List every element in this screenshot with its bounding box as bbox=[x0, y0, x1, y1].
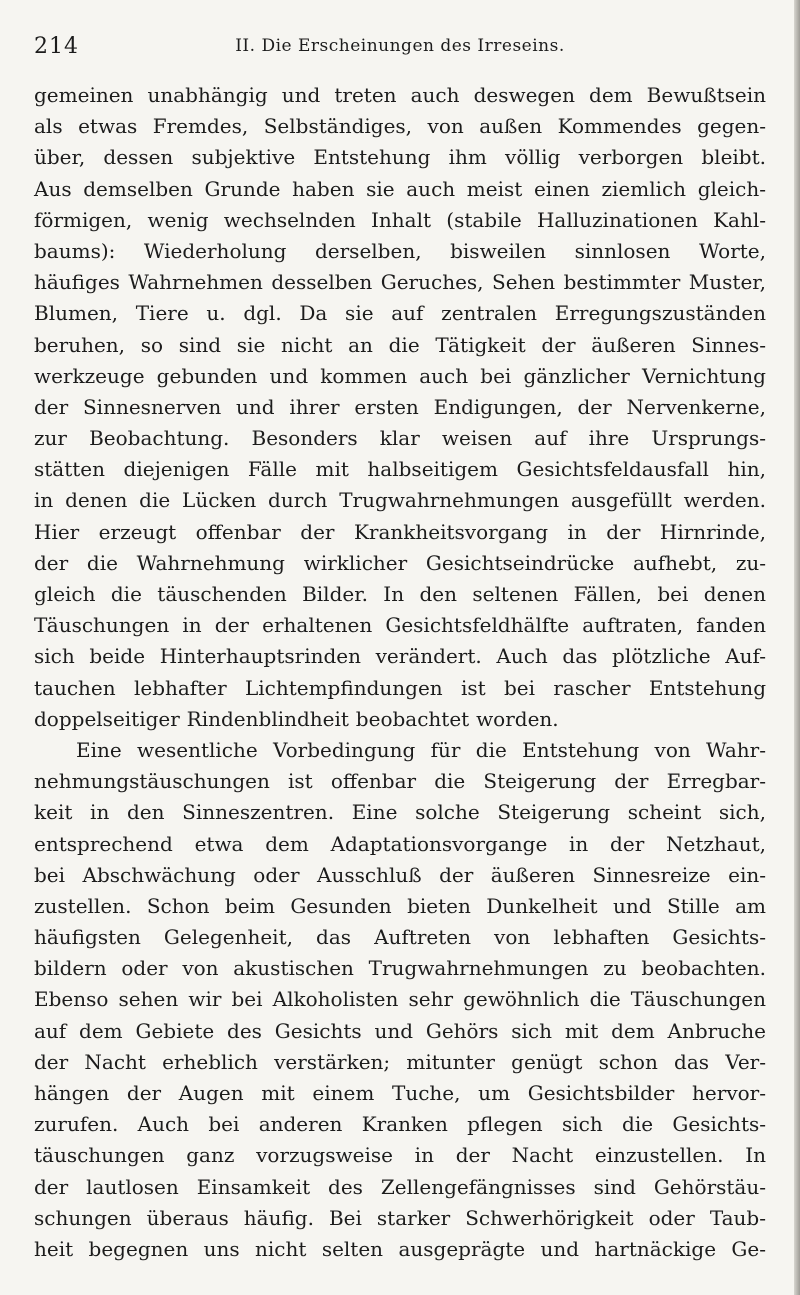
text-line: als etwas Fremdes, Selbständiges, von außen Kommendes gegen- bbox=[34, 114, 766, 139]
text-line: schungen überaus häufig. Bei starker Schwerhörigkeit oder Taub- bbox=[34, 1205, 766, 1230]
text-line: Hier erzeugt offenbar der Krankheitsvorgang in der Hirnrinde, bbox=[34, 519, 766, 544]
text-line: der die Wahrnehmung wirklicher Gesichtseindrücke aufhebt, zu- bbox=[34, 550, 766, 575]
text-line: gleich die täuschenden Bilder. In den seltenen Fällen, bei denen bbox=[34, 582, 766, 606]
text-line: nehmungstäuschungen ist offenbar die Steigerung der Erregbar- bbox=[34, 769, 766, 794]
page-edge-shadow bbox=[794, 0, 800, 1295]
body-text bbox=[34, 80, 766, 1265]
running-title: II. Die Erscheinungen des Irreseins. bbox=[235, 36, 565, 56]
text-line: entsprechend etwa dem Adaptationsvorgange in der Netzhaut, bbox=[34, 831, 766, 856]
text-line: zurufen. Auch bei anderen Kranken pflegen sich die Gesichts- bbox=[34, 1112, 766, 1137]
text-line: Aus demselben Grunde haben sie auch meist einen ziemlich gleich- bbox=[34, 176, 766, 201]
text-line: gemeinen unabhängig und treten auch deswegen dem Bewußtsein bbox=[34, 83, 766, 107]
text-line: über, dessen subjektive Entstehung ihm völlig verborgen bleibt. bbox=[34, 145, 766, 170]
text-line: Täuschungen in der erhaltenen Gesichtsfeldhälfte auftraten, fanden bbox=[34, 613, 766, 638]
text-line: tauchen lebhafter Lichtempfindungen ist bei rascher Entstehung bbox=[34, 675, 766, 700]
text-line: der lautlosen Einsamkeit des Zellengefängnisses sind Gehörstäu- bbox=[34, 1174, 766, 1199]
text-line: zur Beobachtung. Besonders klar weisen auf ihre Ursprungs- bbox=[34, 426, 766, 451]
text-line: baums): Wiederholung derselben, bisweilen sinnlosen Worte, bbox=[34, 238, 766, 263]
text-line: heit begegnen uns nicht selten ausgeprägte und hartnäckige Ge- bbox=[34, 1236, 766, 1261]
paragraph-end-line: doppelseitiger Rindenblindheit beobachtet worden. bbox=[34, 706, 559, 731]
paragraph-start-line: Eine wesentliche Vorbedingung für die Entstehung von Wahr- bbox=[76, 737, 766, 762]
text-line: bei Abschwächung oder Ausschluß der äußeren Sinnesreize ein- bbox=[34, 862, 766, 887]
text-line: Ebenso sehen wir bei Alkoholisten sehr gewöhnlich die Täuschungen bbox=[34, 987, 766, 1012]
text-line: täuschungen ganz vorzugsweise in der Nacht einzustellen. In bbox=[34, 1143, 766, 1168]
text-line: beruhen, so sind sie nicht an die Tätigkeit der äußeren Sinnes- bbox=[34, 332, 766, 357]
running-head bbox=[34, 34, 766, 62]
text-line: sich beide Hinterhauptsrinden verändert. Auch das plötzliche Auf- bbox=[34, 644, 766, 669]
text-line: in denen die Lücken durch Trugwahrnehmungen ausgefüllt werden. bbox=[34, 488, 766, 513]
text-line: Blumen, Tiere u. dgl. Da sie auf zentralen Erregungszuständen bbox=[34, 301, 766, 326]
text-line: keit in den Sinneszentren. Eine solche Steigerung scheint sich, bbox=[34, 800, 766, 825]
text-line: auf dem Gebiete des Gesichts und Gehörs sich mit dem Anbruche bbox=[34, 1018, 766, 1043]
text-line: stätten diejenigen Fälle mit halbseitigem Gesichtsfeldausfall hin, bbox=[34, 457, 766, 482]
text-line: der Nacht erheblich verstärken; mitunter genügt schon das Ver- bbox=[34, 1049, 766, 1074]
text-line: bildern oder von akustischen Trugwahrnehmungen zu beobachten. bbox=[34, 956, 766, 981]
text-line: häufiges Wahrnehmen desselben Geruches, Sehen bestimmter Muster, bbox=[34, 270, 766, 295]
text-line: der Sinnesnerven und ihrer ersten Endigungen, der Nervenkerne, bbox=[34, 394, 766, 419]
text-line: häufigsten Gelegenheit, das Auftreten von lebhaften Gesichts- bbox=[34, 925, 766, 950]
page-number: 214 bbox=[34, 34, 79, 59]
text-line: förmigen, wenig wechselnden Inhalt (stabile Halluzinationen Kahl- bbox=[34, 207, 766, 232]
text-line: zustellen. Schon beim Gesunden bieten Dunkelheit und Stille am bbox=[34, 893, 766, 918]
text-line: hängen der Augen mit einem Tuche, um Gesichtsbilder hervor- bbox=[34, 1081, 766, 1105]
text-line: werkzeuge gebunden und kommen auch bei gänzlicher Vernichtung bbox=[34, 363, 766, 388]
